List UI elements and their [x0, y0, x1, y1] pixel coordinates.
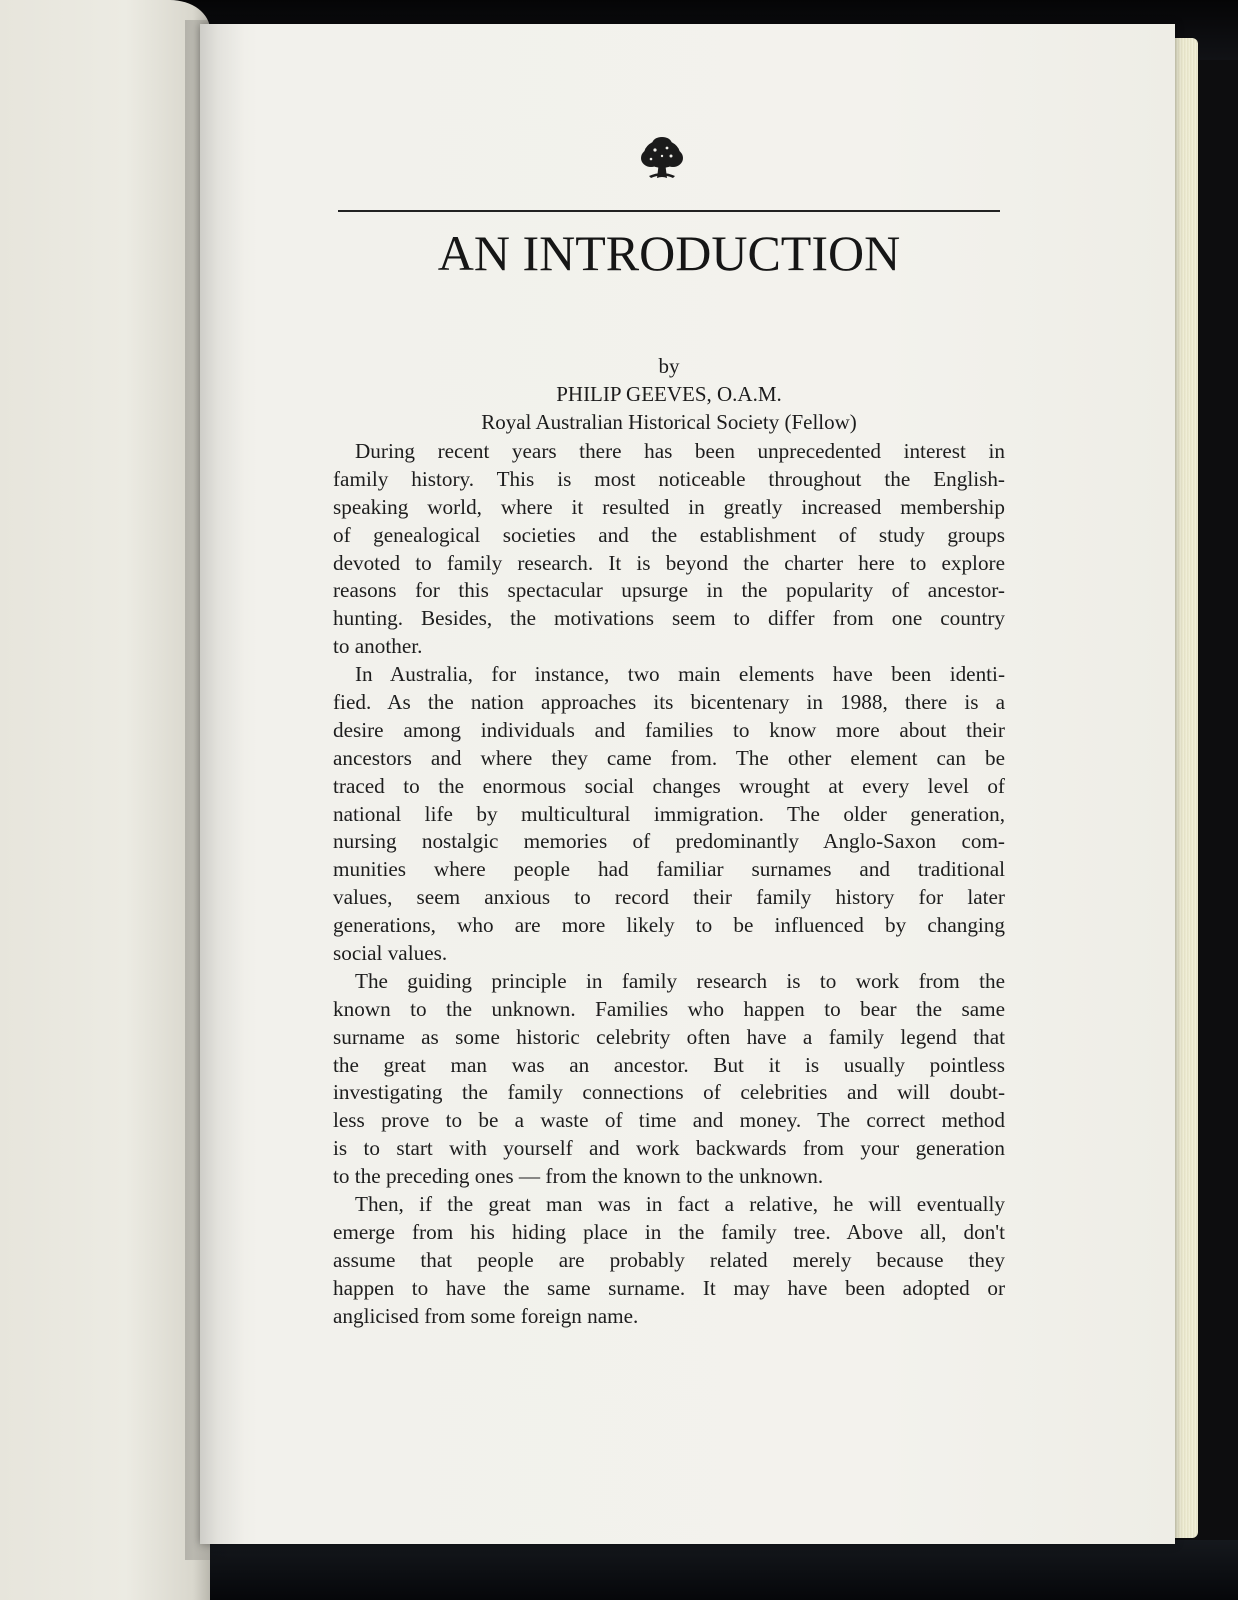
- text-line: assume that people are probably related merely because they: [333, 1247, 1005, 1272]
- text-line: known to the unknown. Families who happen to bear the same: [333, 996, 1005, 1021]
- text-line: devoted to family research. It is beyond the charter here to explore: [333, 550, 1005, 575]
- body-text: [333, 438, 1005, 1331]
- book-cover-bottom: [180, 1540, 1238, 1600]
- text-line: national life by multicultural immigration. The older generation,: [333, 801, 1005, 826]
- text-line: desire among individuals and families to know more about their: [333, 717, 1005, 742]
- left-page: [0, 0, 210, 1600]
- text-line: ancestors and where they came from. The other element can be: [333, 745, 1005, 770]
- text-line: In Australia, for instance, two main elements have been identi-: [355, 662, 1005, 687]
- text-line: surname as some historic celebrity often have a family legend that: [333, 1024, 1005, 1049]
- text-line: emerge from his hiding place in the family tree. Above all, don't: [333, 1219, 1005, 1244]
- text-line: happen to have the same surname. It may have been adopted or: [333, 1275, 1005, 1300]
- title-rule: [338, 210, 1000, 212]
- text-line: anglicised from some foreign name.: [333, 1303, 639, 1328]
- page-title: AN INTRODUCTION: [437, 225, 901, 281]
- text-line: to the preceding ones — from the known to the unknown.: [333, 1164, 824, 1189]
- text-line: nursing nostalgic memories of predominantly Anglo-Saxon com-: [333, 829, 1005, 854]
- text-line: less prove to be a waste of time and money. The correct method: [333, 1108, 1005, 1133]
- text-line: family history. This is most noticeable throughout the English-: [333, 466, 1005, 491]
- text-line: speaking world, where it resulted in greatly increased membership: [333, 494, 1005, 519]
- text-line: investigating the family connections of celebrities and will doubt-: [333, 1080, 1005, 1105]
- text-line: munities where people had familiar surnames and traditional: [333, 857, 1005, 882]
- text-line: values, seem anxious to record their family history for later: [333, 885, 1005, 910]
- tree-ornament-icon: [637, 136, 687, 182]
- text-line: to another.: [333, 634, 423, 659]
- text-line: of genealogical societies and the establishment of study groups: [333, 522, 1005, 547]
- author-affiliation: Royal Australian Historical Society (Fellow): [481, 410, 857, 434]
- text-line: is to start with yourself and work backwards from your generation: [333, 1136, 1005, 1161]
- text-line: the great man was an ancestor. But it is usually pointless: [333, 1052, 1005, 1077]
- book-page: [200, 24, 1175, 1544]
- text-line: generations, who are more likely to be influenced by changing: [333, 913, 1005, 938]
- text-line: reasons for this spectacular upsurge in the popularity of ancestor-: [333, 578, 1005, 603]
- text-line: hunting. Besides, the motivations seem to differ from one country: [333, 606, 1005, 631]
- byline-by: by: [658, 354, 680, 378]
- gutter-shadow: [185, 20, 245, 1560]
- text-line: social values.: [333, 941, 448, 966]
- text-line: Then, if the great man was in fact a relative, he will eventually: [355, 1192, 1005, 1217]
- text-line: fied. As the nation approaches its bicentenary in 1988, there is a: [333, 690, 1005, 715]
- text-line: traced to the enormous social changes wrought at every level of: [333, 773, 1005, 798]
- text-line: The guiding principle in family research is to work from the: [355, 968, 1005, 993]
- author-name: PHILIP GEEVES, O.A.M.: [556, 382, 782, 406]
- text-line: During recent years there has been unprecedented interest in: [355, 439, 1005, 463]
